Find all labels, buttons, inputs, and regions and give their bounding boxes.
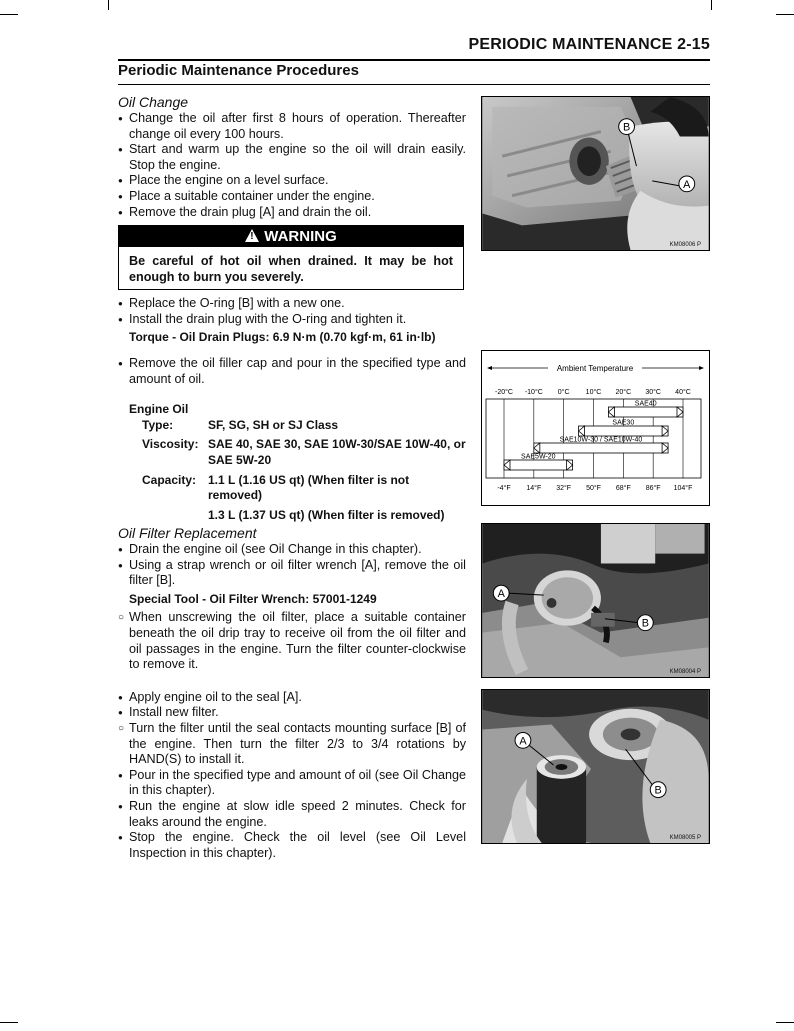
callout-a: A (683, 178, 691, 191)
fahrenheit-tick-label: 104°F (673, 485, 693, 492)
fahrenheit-tick-label: 50°F (586, 485, 601, 492)
viscosity-temperature-chart (481, 350, 710, 506)
figure-code: KM08005 P (669, 835, 701, 841)
special-tool: Special Tool - Oil Filter Wrench: 57001-1249 (129, 591, 377, 606)
list-item: ● Drain the engine oil (see Oil Change in this chapter). (118, 542, 466, 558)
crop-mark (108, 0, 109, 10)
fahrenheit-tick-label: 86°F (645, 485, 661, 492)
spec-value: SF, SG, SH or SJ Class (208, 417, 339, 432)
oil-filter-note (118, 610, 466, 672)
fahrenheit-tick-label: 14°F (526, 485, 542, 492)
warning-title: WARNING (264, 228, 337, 246)
celsius-tick-label: -10°C (524, 389, 543, 396)
chart-title-arrowhead (487, 366, 492, 370)
torque-spec: Torque - Oil Drain Plugs: 6.9 N·m (0.70 kgf·m, 61 in·lb) (129, 330, 436, 345)
oil-change-steps-3 (118, 356, 466, 387)
callout-b: B (641, 617, 649, 630)
crop-mark (776, 14, 794, 15)
crop-mark (776, 1022, 794, 1023)
oil-filter-heading: Oil Filter Replacement (118, 525, 257, 541)
celsius-tick-label: -20°C (495, 389, 513, 396)
oil-change-steps (118, 111, 466, 220)
bar-label: SAE5W-20 (521, 453, 556, 461)
warning-icon (245, 229, 259, 242)
engine-oil-heading: Engine Oil (129, 402, 189, 417)
oil-filter-steps-2 (118, 690, 466, 862)
oil-change-heading: Oil Change (118, 94, 189, 110)
list-item: ● Pour in the specified type and amount of oil (see Oil Change in this chapter). (118, 768, 466, 799)
celsius-tick-label: 20°C (615, 389, 632, 396)
crop-mark (711, 0, 712, 10)
chart-svg (482, 351, 709, 505)
celsius-tick-label: 30°C (645, 389, 661, 396)
list-item: ● Remove the drain plug [A] and drain the oil. (118, 205, 466, 221)
spec-value: SAE 40, SAE 30, SAE 10W-30/SAE 10W-40, or SAE 5W-20 (208, 437, 466, 467)
drain-plug-photo (481, 96, 710, 251)
crop-mark (0, 14, 18, 15)
oil-change-section (118, 93, 466, 523)
spec-value: 1.1 L (1.16 US qt) (When filter is not removed) (208, 472, 410, 503)
list-item: ● Install new filter. (118, 705, 466, 721)
header-rule (118, 59, 710, 61)
list-item: ● Remove the oil filler cap and pour in the specified type and amount of oil. (118, 356, 466, 387)
celsius-tick-label: 0°C (557, 389, 570, 396)
chart-title-arrowhead (699, 366, 704, 370)
range-bar (608, 407, 683, 417)
warning-text: Be careful of hot oil when drained. It may be hot enough to burn you severely. (129, 254, 453, 285)
spec-label: Capacity: (142, 472, 197, 487)
list-item: ● Change the oil after first 8 hours of operation. Thereafter change oil every 100 hours. (118, 111, 466, 142)
callout-a: A (519, 735, 527, 748)
list-item: ● Using a strap wrench or oil filter wrench [A], remove the oil filter [B]. (118, 558, 466, 589)
figure-code: KM08004 P (669, 669, 701, 675)
spec-label: Viscosity: (142, 437, 199, 452)
list-item: ● Place the engine on a level surface. (118, 173, 466, 189)
celsius-tick-label: 40°C (675, 389, 691, 396)
range-bar (504, 460, 573, 470)
fahrenheit-tick-label: 68°F (615, 485, 631, 492)
fahrenheit-tick-label: -4°F (497, 485, 511, 492)
fahrenheit-tick-label: 32°F (556, 485, 572, 492)
new-filter-photo (481, 689, 710, 844)
chart-title: Ambient Temperature (556, 364, 634, 373)
list-item: ● Run the engine at slow idle speed 2 minutes. Check for leaks around the engine. (118, 799, 466, 830)
list-item: ● Replace the O-ring [B] with a new one. (118, 296, 466, 312)
celsius-tick-label: 10°C (585, 389, 602, 396)
bar-label: SAE10W-30 / SAE10W-40 (559, 436, 643, 444)
figure-code: KM08006 P (669, 242, 701, 248)
range-bar (579, 426, 669, 436)
list-item: ○ Turn the filter until the seal contacts mounting surface [B] of the engine. Then turn the filter 2/3 to 3/4 rotations by HAND(S) to install it. (118, 721, 466, 768)
new-filter-illustration (482, 690, 709, 843)
warning-header (119, 226, 463, 247)
callout-b: B (654, 784, 662, 797)
filter-wrench-illustration (482, 524, 709, 677)
filter-wrench-photo (481, 523, 710, 678)
section-title: Periodic Maintenance Procedures (118, 62, 359, 79)
callout-a: A (497, 588, 505, 601)
engine-oil-spec-table (129, 418, 466, 524)
list-item: ○ When unscrewing the oil filter, place a suitable container beneath the oil drip tray to receive oil from the oil filter and oil passages in the engine. Turn the filter counter-clockwise to remove it. (118, 610, 466, 672)
section-rule (118, 84, 710, 85)
list-item: ● Install the drain plug with the O-ring and tighten it. (118, 312, 466, 328)
warning-box (118, 225, 464, 290)
oil-change-steps-2 (118, 296, 466, 327)
list-item: ● Place a suitable container under the engine. (118, 189, 466, 205)
oil-filter-section (118, 524, 466, 861)
callout-b: B (622, 121, 631, 134)
crop-mark (0, 1022, 18, 1023)
spec-value: 1.3 L (1.37 US qt) (When filter is removed) (208, 507, 445, 522)
list-item: ● Start and warm up the engine so the oil will drain easily. Stop the engine. (118, 142, 466, 173)
bar-label: SAE40 (634, 400, 657, 408)
list-item: ● Apply engine oil to the seal [A]. (118, 690, 466, 706)
list-item: ● Stop the engine. Check the oil level (see Oil Level Inspection in this chapter). (118, 830, 466, 861)
page-title: PERIODIC MAINTENANCE 2-15 (468, 36, 710, 53)
bar-label: SAE30 (612, 419, 635, 427)
drain-plug-illustration (482, 97, 709, 250)
range-bar (534, 443, 668, 453)
oil-filter-steps (118, 542, 466, 589)
spec-label: Type: (142, 417, 174, 432)
